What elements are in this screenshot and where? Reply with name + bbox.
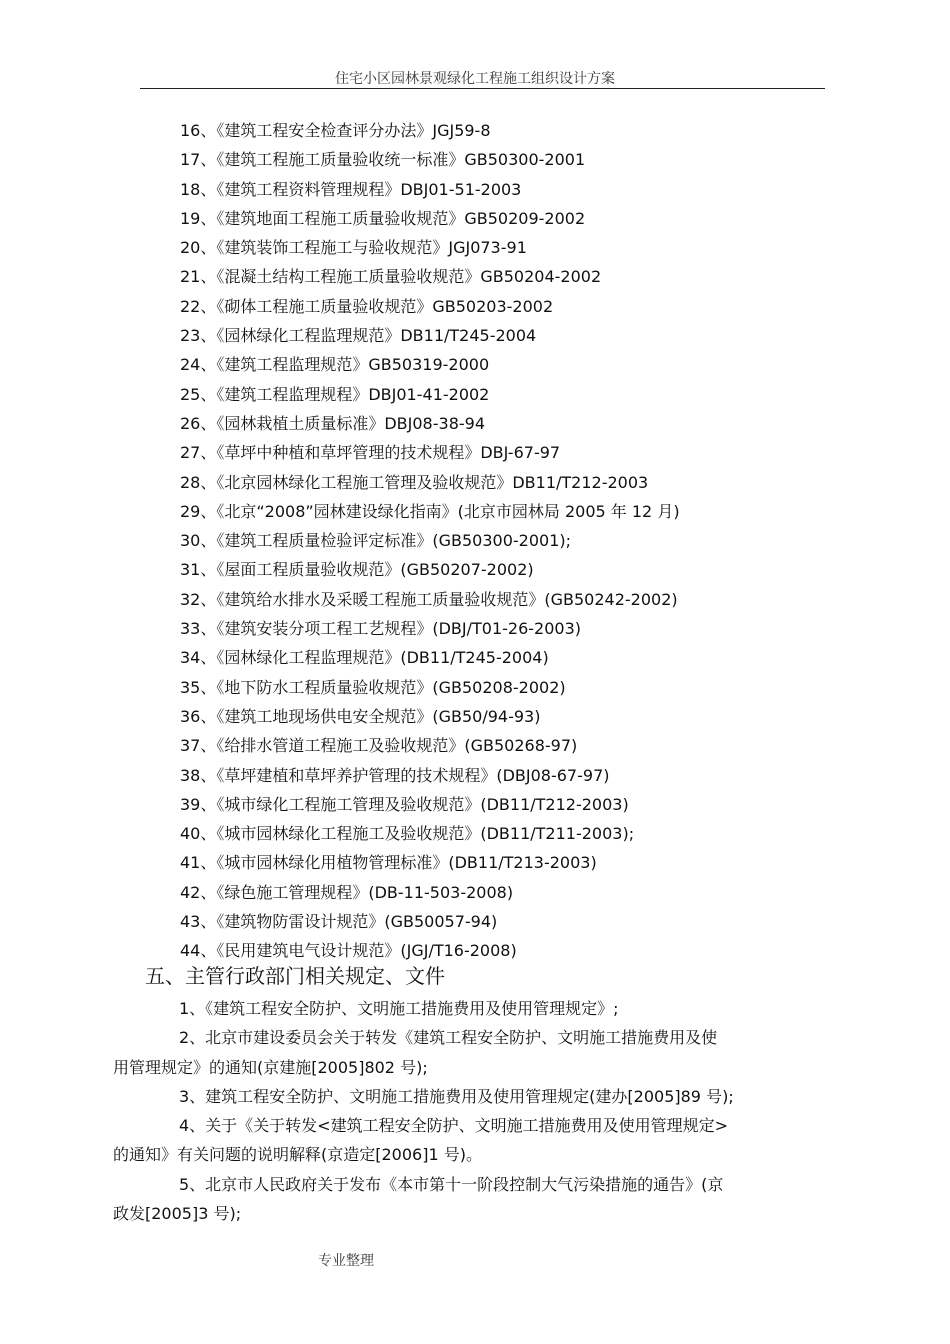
list-item: 41、《城市园林绿化用植物管理标准》(DB11/T213-2003) <box>180 853 597 873</box>
list-item: 23、《园林绿化工程监理规范》DB11/T245-2004 <box>180 326 537 346</box>
paragraph-text: 4、关于《关于转发<建筑工程安全防护、文明施工措施费用及使用管理规定> <box>179 1116 728 1136</box>
list-item: 42、《绿色施工管理规程》(DB-11-503-2008) <box>180 882 514 902</box>
paragraph-continuation: 政发[2005]3 号); <box>113 1204 242 1224</box>
paragraph-text: 5、北京市人民政府关于发布《本市第十一阶段控制大气污染措施的通告》(京 <box>179 1174 724 1194</box>
list-item: 43、《建筑物防雷设计规范》(GB50057-94) <box>180 912 498 932</box>
list-item: 35、《地下防水工程质量验收规范》(GB50208-2002) <box>180 677 566 697</box>
list-item: 26、《园林栽植土质量标准》DBJ08-38-94 <box>180 413 486 433</box>
paragraph-text: 3、建筑工程安全防护、文明施工措施费用及使用管理规定(建办[2005]89 号); <box>179 1086 734 1106</box>
page-header: 住宅小区园林景观绿化工程施工组织设计方案 <box>335 71 615 87</box>
header-divider <box>140 88 825 89</box>
list-item: 30、《建筑工程质量检验评定标准》(GB50300-2001); <box>180 531 572 551</box>
list-item: 21、《混凝土结构工程施工质量验收规范》GB50204-2002 <box>180 267 602 287</box>
paragraph-continuation: 的通知》有关问题的说明解释(京造定[2006]1 号)。 <box>113 1145 482 1165</box>
paragraph-5 <box>113 1170 826 1229</box>
list-item: 27、《草坪中种植和草坪管理的技术规程》DBJ-67-97 <box>180 443 561 463</box>
list-item: 37、《给排水管道工程施工及验收规范》(GB50268-97) <box>180 736 578 756</box>
list-item: 36、《建筑工地现场供电安全规范》(GB50/94-93) <box>180 706 541 726</box>
list-item: 32、《建筑给水排水及采暖工程施工质量验收规范》(GB50242-2002) <box>180 589 678 609</box>
list-item: 20、《建筑装饰工程施工与验收规范》JGJ073-91 <box>180 238 527 258</box>
list-item: 33、《建筑安装分项工程工艺规程》(DBJ/T01-26-2003) <box>180 619 582 639</box>
page-footer: 专业整理 <box>318 1253 374 1269</box>
list-item: 16、《建筑工程安全检查评分办法》JGJ59-8 <box>180 121 491 140</box>
list-item: 24、《建筑工程监理规范》GB50319-2000 <box>180 355 490 375</box>
section-heading: 五、主管行政部门相关规定、文件 <box>145 964 445 988</box>
list-item: 34、《园林绿化工程监理规范》(DB11/T245-2004) <box>180 648 549 668</box>
list-item: 22、《砌体工程施工质量验收规范》GB50203-2002 <box>180 296 554 316</box>
list-item: 17、《建筑工程施工质量验收统一标准》GB50300-2001 <box>180 150 586 170</box>
paragraph-continuation: 用管理规定》的通知(京建施[2005]802 号); <box>113 1057 428 1077</box>
list-item: 19、《建筑地面工程施工质量验收规范》GB50209-2002 <box>180 208 586 228</box>
paragraph-text: 2、北京市建设委员会关于转发《建筑工程安全防护、文明施工措施费用及使 <box>179 1028 718 1048</box>
list-item: 25、《建筑工程监理规程》DBJ01-41-2002 <box>180 384 490 404</box>
list-item: 18、《建筑工程资料管理规程》DBJ01-51-2003 <box>180 179 522 199</box>
paragraph-1 <box>146 994 826 1023</box>
list-item: 28、《北京园林绿化工程施工管理及验收规范》DB11/T212-2003 <box>180 472 649 492</box>
paragraph-text: 1、《建筑工程安全防护、文明施工措施费用及使用管理规定》; <box>179 999 619 1018</box>
list-item: 38、《草坪建植和草坪养护管理的技术规程》(DBJ08-67-97) <box>180 765 610 785</box>
regulations-section <box>113 994 826 1228</box>
paragraph-2 <box>113 1023 826 1082</box>
list-item: 44、《民用建筑电气设计规范》(JGJ/T16-2008) <box>180 941 517 961</box>
paragraph-4 <box>113 1111 826 1170</box>
list-item: 40、《城市园林绿化工程施工及验收规范》(DB11/T211-2003); <box>180 824 635 844</box>
standards-list <box>180 116 680 966</box>
list-item: 31、《屋面工程质量验收规范》(GB50207-2002) <box>180 560 534 580</box>
list-item: 39、《城市绿化工程施工管理及验收规范》(DB11/T212-2003) <box>180 794 629 814</box>
paragraph-3 <box>146 1082 826 1111</box>
list-item: 29、《北京“2008”园林建设绿化指南》(北京市园林局 2005 年 12 月) <box>180 501 680 521</box>
